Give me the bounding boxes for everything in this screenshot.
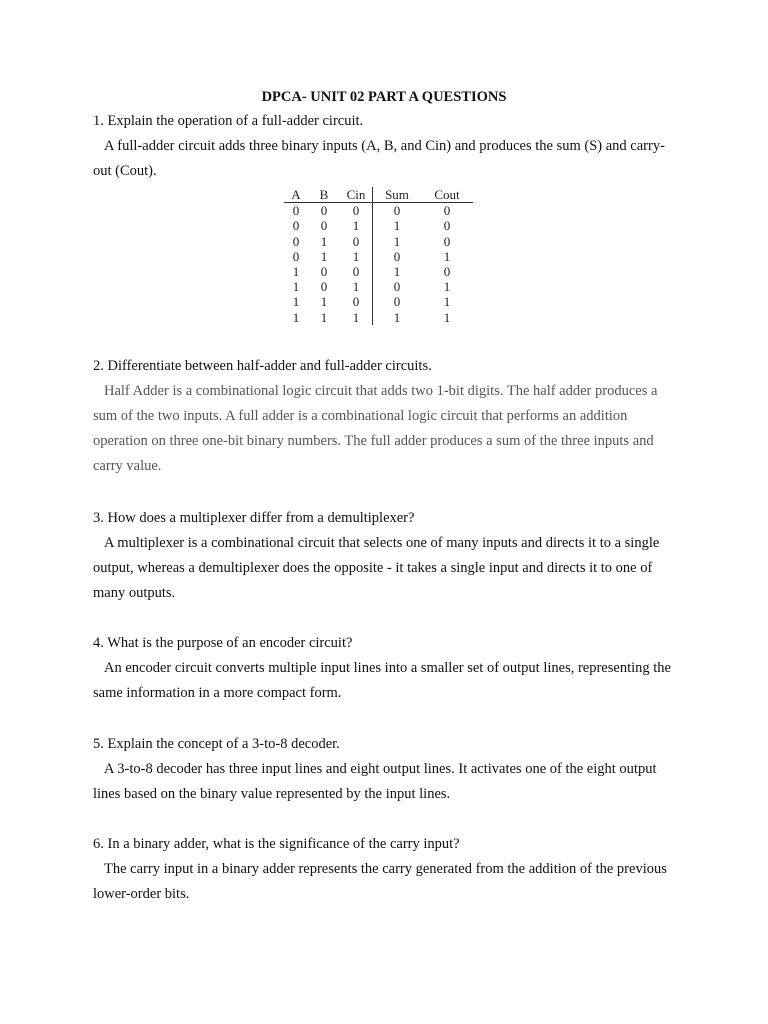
cell-cout: 0 (443, 218, 451, 234)
header-b: B (308, 187, 340, 203)
table-row (284, 264, 473, 279)
qa-item-5 (93, 732, 683, 807)
qa-item-6 (93, 832, 683, 907)
cell-cin: 0 (352, 264, 360, 280)
cell-cin: 1 (352, 218, 360, 234)
answer-4: An encoder circuit converts multiple input lines into a smaller set of output lines, representing the same information in a more compact form. (93, 660, 671, 701)
question-6: 6. In a binary adder, what is the significance of the carry input? (93, 836, 460, 852)
table-row (284, 203, 473, 219)
cell-b: 1 (320, 248, 328, 264)
cell-cout: 1 (443, 309, 451, 325)
question-2: 2. Differentiate between half-adder and full-adder circuits. (93, 358, 432, 374)
cell-cout: 1 (443, 279, 451, 295)
cell-sum: 1 (373, 234, 422, 249)
cell-a: 1 (292, 279, 300, 295)
table-row (284, 279, 473, 294)
cell-a: 0 (292, 218, 300, 234)
cell-cout: 1 (443, 294, 451, 310)
table-row (284, 249, 473, 264)
qa-item-1 (93, 109, 683, 184)
cell-a: 1 (292, 264, 300, 280)
truth-table-header-row (284, 187, 473, 203)
cell-a: 0 (292, 203, 300, 219)
table-row (284, 294, 473, 309)
cell-sum: 1 (373, 218, 422, 233)
cell-a: 1 (292, 294, 300, 310)
cell-cout: 1 (443, 248, 451, 264)
cell-sum: 0 (373, 279, 422, 294)
answer-5: A 3-to-8 decoder has three input lines and eight output lines. It activates one of the eight output lines based on the binary value represented by the input lines. (93, 761, 657, 802)
table-row (284, 310, 473, 325)
cell-cin: 0 (352, 294, 360, 310)
header-a: A (284, 187, 308, 203)
question-3: 3. How does a multiplexer differ from a demultiplexer? (93, 510, 415, 526)
answer-1: A full-adder circuit adds three binary inputs (A, B, and Cin) and produces the sum (S) and carry-out (Cout). (93, 138, 665, 179)
cell-b: 1 (320, 309, 328, 325)
header-cin: Cin (340, 187, 373, 203)
cell-cin: 0 (352, 233, 360, 249)
cell-sum: 0 (373, 249, 422, 264)
qa-item-2 (93, 354, 683, 479)
cell-b: 0 (320, 218, 328, 234)
answer-6: The carry input in a binary adder represents the carry generated from the addition of the previous lower-order bits. (93, 861, 667, 902)
cell-cin: 1 (352, 279, 360, 295)
cell-sum: 1 (373, 264, 422, 279)
cell-cin: 1 (352, 309, 360, 325)
document-title: DPCA- UNIT 02 PART A QUESTIONS (261, 89, 507, 105)
answer-3: A multiplexer is a combinational circuit that selects one of many inputs and directs it to a single output, whereas a demultiplexer does the opposite - it takes a single input and directs it to one of many outputs. (93, 535, 660, 601)
header-cout: Cout (421, 187, 473, 203)
table-row (284, 234, 473, 249)
cell-a: 0 (292, 248, 300, 264)
qa-item-4 (93, 631, 683, 706)
cell-sum: 0 (373, 203, 422, 219)
cell-cin: 0 (352, 203, 360, 219)
cell-cout: 0 (443, 264, 451, 280)
cell-b: 0 (320, 203, 328, 219)
cell-sum: 0 (373, 294, 422, 309)
header-sum: Sum (373, 187, 422, 203)
cell-b: 0 (320, 279, 328, 295)
cell-cin: 1 (352, 248, 360, 264)
cell-b: 1 (320, 233, 328, 249)
cell-a: 1 (292, 309, 300, 325)
question-1: 1. Explain the operation of a full-adder circuit. (93, 113, 364, 129)
cell-b: 0 (320, 264, 328, 280)
table-row (284, 218, 473, 233)
full-adder-truth-table (284, 187, 473, 325)
qa-item-3 (93, 506, 683, 606)
cell-b: 1 (320, 294, 328, 310)
cell-cout: 0 (443, 233, 451, 249)
question-4: 4. What is the purpose of an encoder circuit? (93, 635, 353, 651)
cell-cout: 0 (443, 203, 451, 219)
answer-2: Half Adder is a combinational logic circuit that adds two 1-bit digits. The half adder produces a sum of the two inputs. A full adder is a combinational logic circuit that performs an addition operation on three one-bit binary numbers. The full adder produces a sum of the three inputs and carry value. (93, 383, 658, 474)
cell-sum: 1 (373, 310, 422, 325)
question-5: 5. Explain the concept of a 3-to-8 decoder. (93, 736, 340, 752)
cell-a: 0 (292, 233, 300, 249)
